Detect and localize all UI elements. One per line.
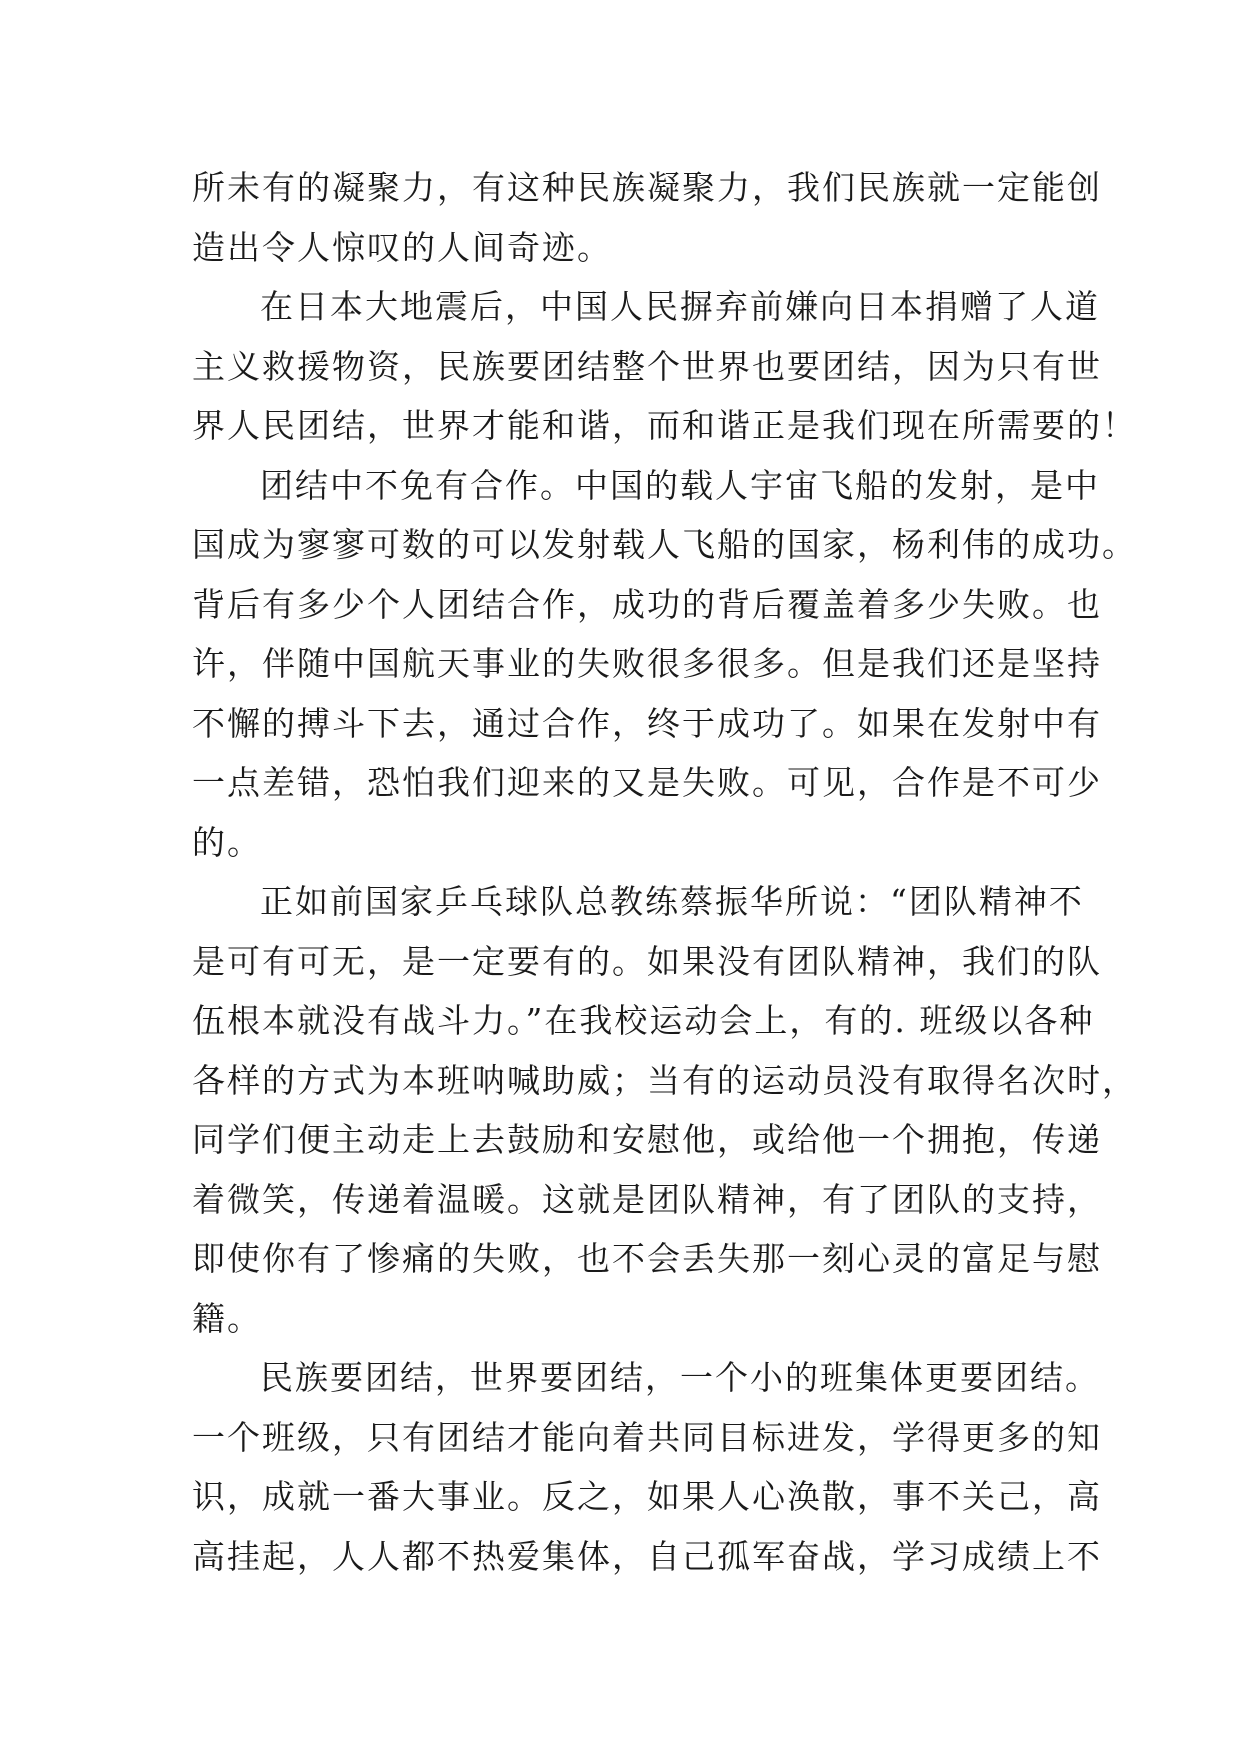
text-line: 国成为寥寥可数的可以发射载人飞船的国家，杨利伟的成功。 bbox=[192, 525, 1137, 564]
text-line: 造出令人惊叹的人间奇迹。 bbox=[192, 227, 612, 267]
text-line: 所未有的凝聚力，有这种民族凝聚力，我们民族就一定能创 bbox=[192, 168, 1102, 207]
text-line: 的。 bbox=[192, 822, 262, 862]
text-line: 是可有可无，是一定要有的。如果没有团队精神，我们的队 bbox=[192, 941, 1102, 981]
paragraph-start-line: 团结中不免有合作。中国的载人宇宙飞船的发射，是中 bbox=[260, 465, 1100, 505]
text-line: 主义救援物资，民族要团结整个世界也要团结，因为只有世 bbox=[192, 346, 1102, 386]
text-line: 不懈的搏斗下去，通过合作，终于成功了。如果在发射中有 bbox=[192, 703, 1102, 743]
text-line: 同学们便主动走上去鼓励和安慰他，或给他一个拥抱，传递 bbox=[192, 1120, 1102, 1159]
text-line: 许，伴随中国航天事业的失败很多很多。但是我们还是坚持 bbox=[192, 644, 1102, 683]
text-line: 一点差错，恐怕我们迎来的又是失败。可见，合作是不可少 bbox=[192, 763, 1102, 802]
paragraph-start-line: 正如前国家乒乓球队总教练蔡振华所说：“团队精神不 bbox=[260, 882, 1084, 921]
text-line: 识，成就一番大事业。反之，如果人心涣散，事不关己，高 bbox=[192, 1477, 1102, 1516]
text-line: 伍根本就没有战斗力。”在我校运动会上，有的. 班级以各种 bbox=[192, 1001, 1095, 1040]
text-line: 背后有多少个人团结合作，成功的背后覆盖着多少失败。也 bbox=[192, 584, 1102, 624]
text-line: 各样的方式为本班呐喊助威；当有的运动员没有取得名次时， bbox=[192, 1060, 1137, 1100]
document-body bbox=[192, 158, 1137, 1586]
text-line: 籍。 bbox=[192, 1298, 262, 1338]
text-line: 着微笑，传递着温暖。这就是团队精神，有了团队的支持， bbox=[192, 1179, 1102, 1219]
text-line: 即使你有了惨痛的失败，也不会丢失那一刻心灵的富足与慰 bbox=[192, 1239, 1102, 1278]
paragraph-start-line: 民族要团结，世界要团结，一个小的班集体更要团结。 bbox=[260, 1358, 1100, 1397]
text-line: 界人民团结，世界才能和谐，而和谐正是我们现在所需要的！ bbox=[192, 406, 1137, 445]
text-line: 一个班级，只有团结才能向着共同目标进发，学得更多的知 bbox=[192, 1417, 1102, 1457]
paragraph-start-line: 在日本大地震后，中国人民摒弃前嫌向日本捐赠了人道 bbox=[260, 287, 1100, 326]
text-line: 高挂起，人人都不热爱集体，自己孤军奋战，学习成绩上不 bbox=[192, 1536, 1102, 1576]
